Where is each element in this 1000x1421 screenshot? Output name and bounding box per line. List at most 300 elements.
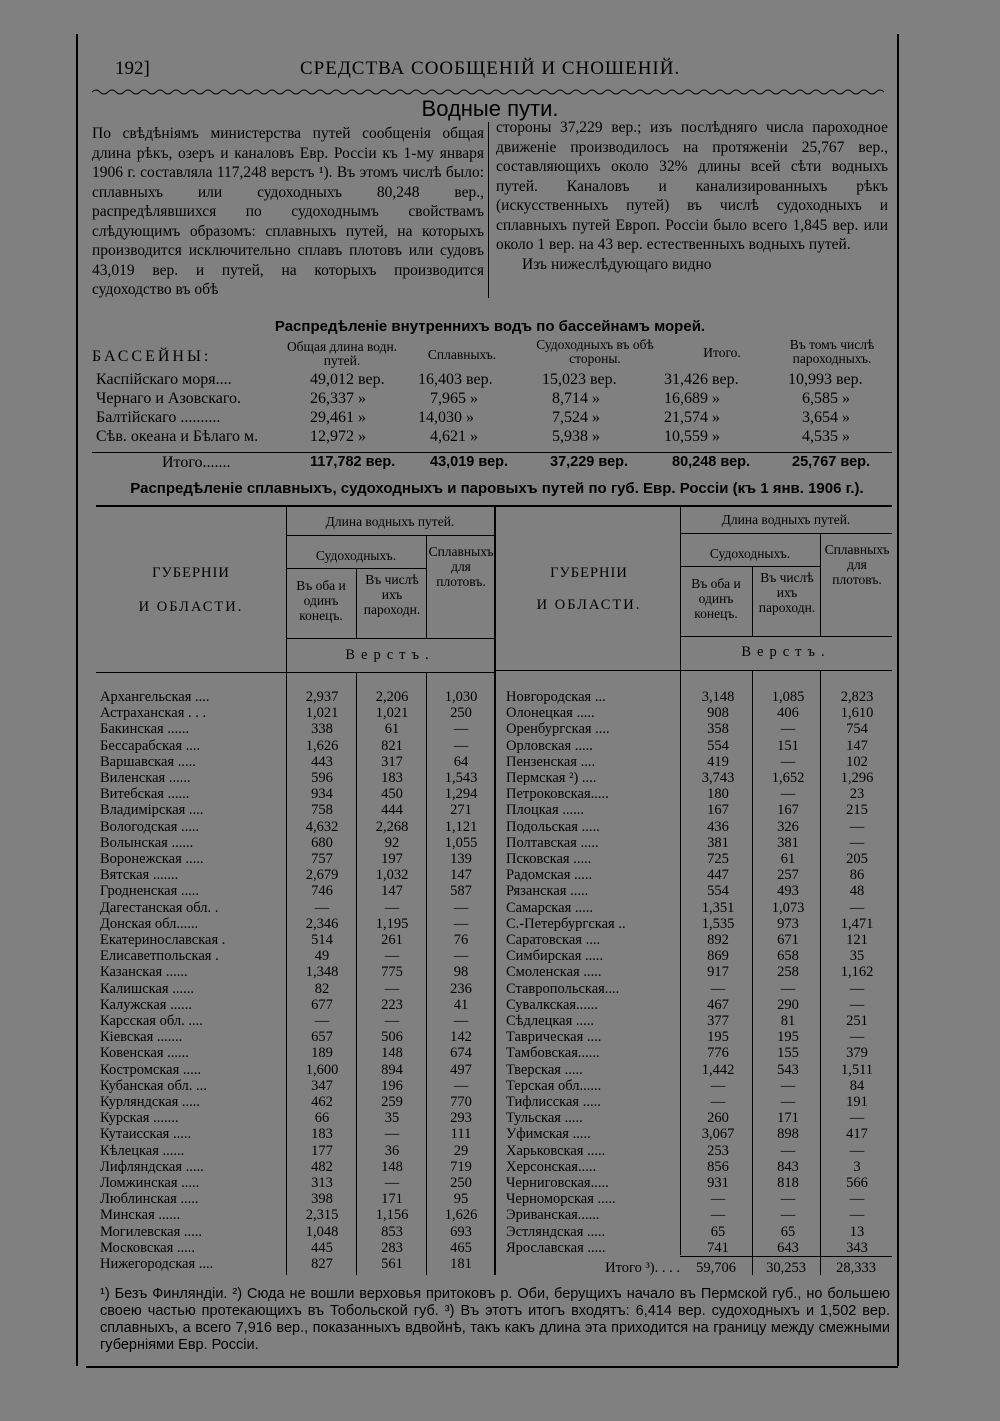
rafting: — <box>453 915 469 932</box>
province-name: Таврическая .... <box>506 1029 602 1046</box>
navigable-steam: 223 <box>381 996 403 1013</box>
navigable-steam: — <box>780 1191 796 1208</box>
right-length-header: Длина водныхъ путей. <box>721 512 851 527</box>
rafting: 770 <box>450 1094 472 1110</box>
navigable-steam: 259 <box>381 1094 403 1110</box>
rafting: 147 <box>846 737 868 754</box>
navigable-steam: 1,021 <box>375 705 409 722</box>
navigable-both: 827 <box>311 1256 333 1272</box>
navigable-both: 757 <box>311 851 333 867</box>
province-name: Кутаисская ..... <box>100 1126 192 1143</box>
navigable-both: 758 <box>311 802 333 819</box>
province-name: Черниговская..... <box>506 1175 609 1191</box>
prov-total-label: Итого ³). . . . <box>605 1260 680 1276</box>
navigable-steam: 290 <box>777 996 799 1013</box>
rafting: — <box>453 948 469 965</box>
rafting: 2,823 <box>840 689 874 705</box>
navigable-steam: — <box>780 1207 796 1224</box>
navigable-steam: 2,206 <box>375 689 409 705</box>
rafting: 41 <box>453 996 469 1013</box>
navigable-steam: 853 <box>381 1223 403 1240</box>
left-versts-header: Верстъ. <box>345 647 435 663</box>
province-name: С.-Петербургская .. <box>506 915 626 932</box>
navigable-both: 3,148 <box>701 689 735 705</box>
navigable-steam: — <box>384 899 400 916</box>
navigable-both: 1,351 <box>701 899 735 916</box>
province-name: Владимірская .... <box>100 802 204 819</box>
total-header: Итого. <box>703 345 741 360</box>
rafting: 205 <box>846 851 868 867</box>
province-name: Курляндская ..... <box>100 1094 201 1110</box>
rafting: 76 <box>453 932 469 948</box>
province-name: Тверская ..... <box>506 1061 583 1078</box>
navigable-steam: 197 <box>381 851 403 867</box>
navigable-both: 183 <box>311 1126 333 1143</box>
province-name: Сувалкская...... <box>506 996 598 1013</box>
navigable-both: 776 <box>707 1045 729 1062</box>
running-title: СРЕДСТВА СООБЩЕНІЙ И СНОШЕНІЙ. <box>300 58 681 79</box>
rafting: 191 <box>846 1094 868 1110</box>
province-name: Карсская обл. .... <box>100 1013 203 1029</box>
navigable-both: — <box>710 980 726 997</box>
province-name: Волынская ...... <box>100 834 194 851</box>
navigable-both: 1,535 <box>701 915 735 932</box>
rafting: 1,296 <box>840 770 874 786</box>
navigable-both: — <box>314 899 330 916</box>
rafting: 13 <box>849 1223 865 1240</box>
rafting: — <box>849 834 865 851</box>
left-sud-header: Судоходныхъ. <box>315 548 397 563</box>
province-name: Екатеринославская . <box>100 932 226 948</box>
province-name: Плоцкая ...... <box>506 802 585 819</box>
rafting: — <box>849 899 865 916</box>
left-paragraph: По свѣдѣніямъ министерства путей сообщенія общая длина рѣкъ, озеръ и каналовъ Евр. Россіи къ 1-му января 1906 г. составляла 117,248 верстъ ¹). Въ этомъ числѣ было: сплавныхъ или судоходныхъ 80,248 вер., распредѣлявшихся по судоходнымъ свойствамъ слѣдующимъ образомъ: сплавныхъ путей, на которыхъ производится исключительно сплавъ плотовъ или судовъ 43,019 вер. и путей, на которыхъ производится судоходство въ обѣ <box>92 125 484 298</box>
navigable-steam: 257 <box>777 867 799 884</box>
rafting: 1,543 <box>444 770 478 786</box>
rafting: 719 <box>450 1158 472 1175</box>
navigable-steam: 506 <box>381 1029 403 1046</box>
rafting: 29 <box>453 1142 469 1159</box>
rafting: 1,610 <box>840 705 874 722</box>
province-name: Витебская ...... <box>100 786 190 803</box>
province-name: Курская ....... <box>100 1110 179 1127</box>
navigable-steam: 261 <box>381 932 403 948</box>
navigable-both: 931 <box>707 1175 729 1191</box>
province-name: Орловская ..... <box>506 737 593 754</box>
province-name: Донская обл...... <box>100 915 199 932</box>
navigable-both: 377 <box>707 1013 729 1029</box>
rafting: — <box>849 1191 865 1208</box>
province-name: Гродненская ..... <box>100 883 200 900</box>
navigable-steam: — <box>780 1142 796 1159</box>
province-name: Саратовская .... <box>506 932 601 948</box>
navigable-both: 657 <box>311 1029 333 1046</box>
navigable-steam: 2,268 <box>375 818 409 835</box>
province-name: Воронежская ..... <box>100 851 204 867</box>
navigable-steam: — <box>384 980 400 997</box>
navigable-both: 443 <box>311 753 333 770</box>
navigable-both: 3,743 <box>701 770 735 786</box>
navigable-both: 2,679 <box>305 867 339 884</box>
right-versts-header: Верстъ. <box>741 644 831 660</box>
navigable-steam: 643 <box>777 1239 799 1256</box>
navigable-steam: — <box>780 1077 796 1094</box>
navigable-both: 447 <box>707 867 729 884</box>
navigable-both: 260 <box>707 1110 729 1127</box>
navigable-steam: 843 <box>777 1158 799 1175</box>
basin-row: Балтійскаго .......... 29,461 » 14,030 » 7,524 » 21,574 » 3,654 » <box>96 409 850 426</box>
right-raft-header: Сплавныхъ для плотовъ. <box>824 542 890 587</box>
rafting: — <box>849 1207 865 1224</box>
province-name: Костромская ..... <box>100 1061 202 1078</box>
navigable-steam: — <box>780 1094 796 1110</box>
navigable-steam: 65 <box>780 1223 796 1240</box>
left-both-header: Въ оба и одинъ конецъ. <box>296 578 346 623</box>
rafting: — <box>453 721 469 738</box>
navigable-steam: — <box>780 753 796 770</box>
navigable-both: 49 <box>314 948 330 965</box>
navigable-both: 677 <box>311 996 333 1013</box>
navigable-both: 381 <box>707 834 729 851</box>
left-obl-header: И ОБЛАСТИ. <box>138 599 244 615</box>
navigable-steam: 775 <box>381 964 403 981</box>
navigable-steam: 183 <box>381 770 403 786</box>
navigable-both: 1,048 <box>305 1223 339 1240</box>
province-name: Уфимская ..... <box>506 1126 591 1143</box>
navigable-both: 347 <box>311 1077 333 1094</box>
steam-header: Въ томъ числѣ пароходныхъ. <box>789 337 875 366</box>
navigable-both: 436 <box>707 818 729 835</box>
navigable-both: 554 <box>707 737 729 754</box>
province-name: Калишская ...... <box>100 980 194 997</box>
province-name: Кѣлецкая ...... <box>100 1142 185 1159</box>
rafting: 142 <box>450 1029 472 1046</box>
navigable-steam: 148 <box>381 1045 403 1062</box>
province-name: Сѣдлецкая ..... <box>506 1013 595 1029</box>
left-length-header: Длина водныхъ путей. <box>325 514 455 529</box>
navigable-steam: 444 <box>381 802 403 819</box>
rafting: 35 <box>849 948 865 965</box>
rafting: — <box>453 1077 469 1094</box>
navigable-both: 725 <box>707 851 729 867</box>
navigable-both: 445 <box>311 1239 333 1256</box>
province-name: Черноморская ..... <box>506 1191 616 1208</box>
navigable-steam: 196 <box>381 1077 403 1094</box>
province-name: Петроковская..... <box>506 786 609 803</box>
navigable-steam: 155 <box>777 1045 799 1062</box>
prov-total-raft: 28,333 <box>836 1260 876 1276</box>
province-name: Вологодская ..... <box>100 818 200 835</box>
navigable-both: 856 <box>707 1158 729 1175</box>
navigable-steam: — <box>780 721 796 738</box>
navigable-steam: 561 <box>381 1256 403 1272</box>
footnotes: ¹) Безъ Финляндіи. ²) Сюда не вошли верховья притоковъ р. Оби, берущихъ начало въ Пермской губ., но большею своею частью протекающихъ въ Тобольской губ. ³) Въ этотъ итогъ входятъ: 6,414 вер. судоходныхъ и 1,502 вер. сплавныхъ, а всего 7,916 вер., показанныхъ вдвойнѣ, такъ какъ длина эта приходится на границу между смежными губерніями Евр. Россіи. <box>100 1286 890 1353</box>
rafting: 465 <box>450 1239 472 1256</box>
navigable-both: 195 <box>707 1029 729 1046</box>
navigable-both: 869 <box>707 948 729 965</box>
navigable-steam: 493 <box>777 883 799 900</box>
left-gub-header: ГУБЕРНІИ <box>152 565 230 581</box>
right-both-header: Въ оба и одинъ конецъ. <box>691 576 741 621</box>
navigable-both: 1,600 <box>305 1061 339 1078</box>
navigable-steam: 171 <box>381 1191 403 1208</box>
province-name: Люблинская ..... <box>100 1191 199 1208</box>
navigable-steam: 898 <box>777 1126 799 1143</box>
right-paragraph-last: Изъ нижеслѣдующаго видно <box>522 255 712 273</box>
navigable-both: 462 <box>311 1094 333 1110</box>
rafting: 215 <box>846 802 868 819</box>
navigable-both: 934 <box>311 786 333 803</box>
navigable-steam: 326 <box>777 818 799 835</box>
rafting: — <box>849 1110 865 1127</box>
navigable-steam: 61 <box>780 851 796 867</box>
province-name: Эстляндская ..... <box>506 1223 606 1240</box>
navigable-both: 908 <box>707 705 729 722</box>
navigable-steam: 543 <box>777 1061 799 1078</box>
navigable-steam: 406 <box>777 705 799 722</box>
navigable-both: 554 <box>707 883 729 900</box>
province-name: Ломжинская ..... <box>100 1175 200 1191</box>
province-name: Эриванская...... <box>506 1207 600 1224</box>
navigable-both: 680 <box>311 834 333 851</box>
rafting: 1,294 <box>444 786 478 803</box>
navigable-steam: 381 <box>777 834 799 851</box>
rafting: 1,121 <box>444 818 478 835</box>
rafting: 3 <box>853 1158 861 1175</box>
navigable-steam: — <box>780 786 796 803</box>
navigable-steam: 148 <box>381 1158 403 1175</box>
province-name: Варшавская ..... <box>100 753 196 770</box>
navigable-both: 1,442 <box>701 1061 735 1078</box>
navigable-steam: 1,032 <box>375 867 409 884</box>
rafting: 23 <box>849 786 865 803</box>
province-name: Тифлисская ..... <box>506 1094 601 1110</box>
rafting: 121 <box>846 932 868 948</box>
navigable-both: 419 <box>707 753 729 770</box>
navigable-both: 514 <box>311 932 333 948</box>
basin-row: Каспійскаго моря.... 49,012 вер. 16,403 вер. 15,023 вер. 31,426 вер. 10,993 вер. <box>96 371 863 388</box>
navigable-steam: 147 <box>381 883 403 900</box>
rafting: 102 <box>846 753 868 770</box>
navigable-both: 3,067 <box>701 1126 735 1143</box>
left-raft-header: Сплавныхъ для плотовъ. <box>428 544 494 589</box>
province-name: Тульская ..... <box>506 1110 583 1127</box>
right-gub-header: ГУБЕРНІИ <box>550 565 628 581</box>
province-name: Кіевская ....... <box>100 1029 183 1046</box>
rafting: 95 <box>453 1191 469 1208</box>
province-name: Калужская ...... <box>100 996 192 1013</box>
navigable-both: 167 <box>707 802 729 819</box>
rafting: 1,030 <box>444 689 478 705</box>
province-name: Оренбургская .... <box>506 721 610 738</box>
navigable-both: 741 <box>707 1239 729 1256</box>
navigable-both: 596 <box>311 770 333 786</box>
province-name: Архангельская .... <box>100 689 210 705</box>
navigable-steam: 450 <box>381 786 403 803</box>
navigable-steam: 171 <box>777 1110 799 1127</box>
rafting: 64 <box>453 753 469 770</box>
navigable-steam: 258 <box>777 964 799 981</box>
navigable-steam: 61 <box>384 721 400 738</box>
rafting: 139 <box>450 851 472 867</box>
navigable-steam: 671 <box>777 932 799 948</box>
navigable-steam: 151 <box>777 737 799 754</box>
navigable-steam: — <box>384 1013 400 1029</box>
rafting: 343 <box>846 1239 868 1256</box>
navigable-both: — <box>710 1191 726 1208</box>
province-name: Тамбовская...... <box>506 1045 600 1062</box>
province-name: Харьковская ..... <box>506 1142 606 1159</box>
navigable-steam: 81 <box>780 1013 796 1029</box>
navigable-steam: 818 <box>777 1175 799 1191</box>
province-name: Кубанская обл. ... <box>100 1077 207 1094</box>
rafting: — <box>849 818 865 835</box>
rafting: 250 <box>450 705 472 722</box>
navigable-steam: 1,195 <box>375 915 409 932</box>
navigable-both: 180 <box>707 786 729 803</box>
rafting: 587 <box>450 883 472 900</box>
rafting: 379 <box>846 1045 868 1062</box>
province-name: Нижегородская .... <box>100 1256 214 1272</box>
province-name: Смоленская ..... <box>506 964 602 981</box>
navigable-steam: — <box>780 980 796 997</box>
prov-total-row <box>560 1260 890 1276</box>
navigable-both: 2,315 <box>305 1207 339 1224</box>
navigable-steam: 1,652 <box>771 770 805 786</box>
province-name: Радомская ..... <box>506 867 593 884</box>
rafting: 1,055 <box>444 834 478 851</box>
navigable-steam: 894 <box>381 1061 403 1078</box>
rafting-header: Сплавныхъ. <box>427 347 497 362</box>
rafting: — <box>849 1029 865 1046</box>
navigable-both: 1,021 <box>305 705 339 722</box>
navigable-both: 65 <box>710 1223 726 1240</box>
province-name: Терская обл...... <box>506 1077 602 1094</box>
rafting: 1,162 <box>840 964 874 981</box>
navigable-header: Судоходныхъ въ обѣ стороны. <box>536 337 654 366</box>
navigable-both: 338 <box>311 721 333 738</box>
province-name: Подольская ..... <box>506 818 600 835</box>
navigable-steam: 283 <box>381 1239 403 1256</box>
rafting: 86 <box>849 867 865 884</box>
total-length-header: Общая длина водн. путей. <box>286 339 398 368</box>
province-name: Бакинская ...... <box>100 721 190 738</box>
rafting: 1,511 <box>840 1061 874 1078</box>
navigable-steam: 1,073 <box>771 899 805 916</box>
navigable-steam: — <box>384 948 400 965</box>
navigable-both: 467 <box>707 996 729 1013</box>
rafting: 754 <box>846 721 868 738</box>
province-name: Могилевская ..... <box>100 1223 203 1240</box>
province-name: Казанская ...... <box>100 964 188 981</box>
province-name: Херсонская..... <box>506 1158 597 1175</box>
basins-col-header: БАССЕЙНЫ: <box>92 348 212 365</box>
navigable-steam: 36 <box>384 1142 400 1159</box>
navigable-both: — <box>710 1094 726 1110</box>
navigable-both: 2,346 <box>305 915 339 932</box>
rafting: 48 <box>849 883 865 900</box>
navigable-steam: 1,085 <box>771 689 805 705</box>
navigable-both: 892 <box>707 932 729 948</box>
basin-row: Сѣв. океана и Бѣлаго м. 12,972 » 4,621 » 5,938 » 10,559 » 4,535 » <box>96 428 850 445</box>
province-name: Ковенская ...... <box>100 1045 189 1062</box>
rafting: 147 <box>450 867 472 884</box>
province-name: Пензенская .... <box>506 753 596 770</box>
navigable-steam: 92 <box>384 834 400 851</box>
province-name: Пермская ²) .... <box>506 770 597 786</box>
province-name: Московская ..... <box>100 1239 196 1256</box>
navigable-both: 482 <box>311 1158 333 1175</box>
navigable-steam: 195 <box>777 1029 799 1046</box>
prov-table-title: Распредѣленіе сплавныхъ, судоходныхъ и паровыхъ путей по губ. Евр. Россіи (къ 1 янв. 1906 г.). <box>130 480 864 497</box>
province-name: Бессарабская .... <box>100 737 201 754</box>
navigable-both: 398 <box>311 1191 333 1208</box>
province-name: Рязанская ..... <box>506 883 589 900</box>
rafting: 251 <box>846 1013 868 1029</box>
navigable-steam: 658 <box>777 948 799 965</box>
right-steam-header: Въ числѣ ихъ пароходн. <box>758 570 816 615</box>
rafting: 693 <box>450 1223 472 1240</box>
navigable-both: 82 <box>314 980 330 997</box>
province-name: Виленская ...... <box>100 770 191 786</box>
navigable-both: 177 <box>311 1142 333 1159</box>
rafting: — <box>453 1013 469 1029</box>
rafting: 250 <box>450 1175 472 1191</box>
page-number: 192] <box>115 58 150 79</box>
rafting: — <box>849 1142 865 1159</box>
navigable-both: — <box>710 1207 726 1224</box>
rafting: 181 <box>450 1256 472 1272</box>
navigable-both: 2,937 <box>305 689 339 705</box>
rafting: 271 <box>450 802 472 819</box>
province-name: Псковская ..... <box>506 851 592 867</box>
left-steam-header: Въ числѣ ихъ пароходн. <box>363 572 421 617</box>
basin-row: Чернаго и Азовскаго. 26,337 » 7,965 » 8,714 » 16,689 » 6,585 » <box>96 390 850 407</box>
navigable-steam: 35 <box>384 1110 400 1127</box>
right-obl-header: И ОБЛАСТИ. <box>536 597 642 613</box>
rafting: — <box>849 996 865 1013</box>
navigable-both: 66 <box>314 1110 330 1127</box>
navigable-steam: — <box>384 1175 400 1191</box>
prov-total-steam: 30,253 <box>766 1260 806 1276</box>
right-paragraph-text: стороны 37,229 вер.; изъ послѣдняго числа пароходное движеніе производилось на протяженіи 25,767 вер., составляющихъ около 32% длины всей сѣти водныхъ путей. Каналовъ и канализированныхъ рѣкъ (искусственныхъ путей) въ числѣ судоходныхъ и сплавныхъ путей Европ. Россіи было всего 1,845 вер. или около 1 вер. на 43 вер. естественныхъ водныхъ путей. <box>496 119 888 253</box>
rafting: 566 <box>846 1175 868 1191</box>
province-name: Симбирская ..... <box>506 948 604 965</box>
rafting: 674 <box>450 1045 472 1062</box>
navigable-both: 917 <box>707 964 729 981</box>
prov-total-both: 59,706 <box>696 1260 736 1276</box>
rafting: 236 <box>450 980 472 997</box>
navigable-both: — <box>314 1013 330 1029</box>
rafting: 84 <box>849 1077 865 1094</box>
rafting: — <box>453 737 469 754</box>
rafting: 417 <box>846 1126 868 1143</box>
navigable-steam: 821 <box>381 737 403 754</box>
rafting: 497 <box>450 1061 472 1078</box>
navigable-steam: 1,156 <box>375 1207 409 1224</box>
province-name: Дагестанская обл. . <box>100 899 219 916</box>
rafting: — <box>453 899 469 916</box>
navigable-steam: 317 <box>381 753 403 770</box>
province-name: Минская ...... <box>100 1207 181 1224</box>
province-name: Лифляндская ..... <box>100 1158 204 1175</box>
navigable-both: 1,348 <box>305 964 339 981</box>
rafting: 111 <box>450 1126 472 1143</box>
navigable-both: 746 <box>311 883 333 900</box>
basins-table-title: Распредѣленіе внутреннихъ водъ по бассейнамъ морей. <box>274 318 706 335</box>
province-name: Самарская ..... <box>506 899 593 916</box>
navigable-both: 189 <box>311 1045 333 1062</box>
